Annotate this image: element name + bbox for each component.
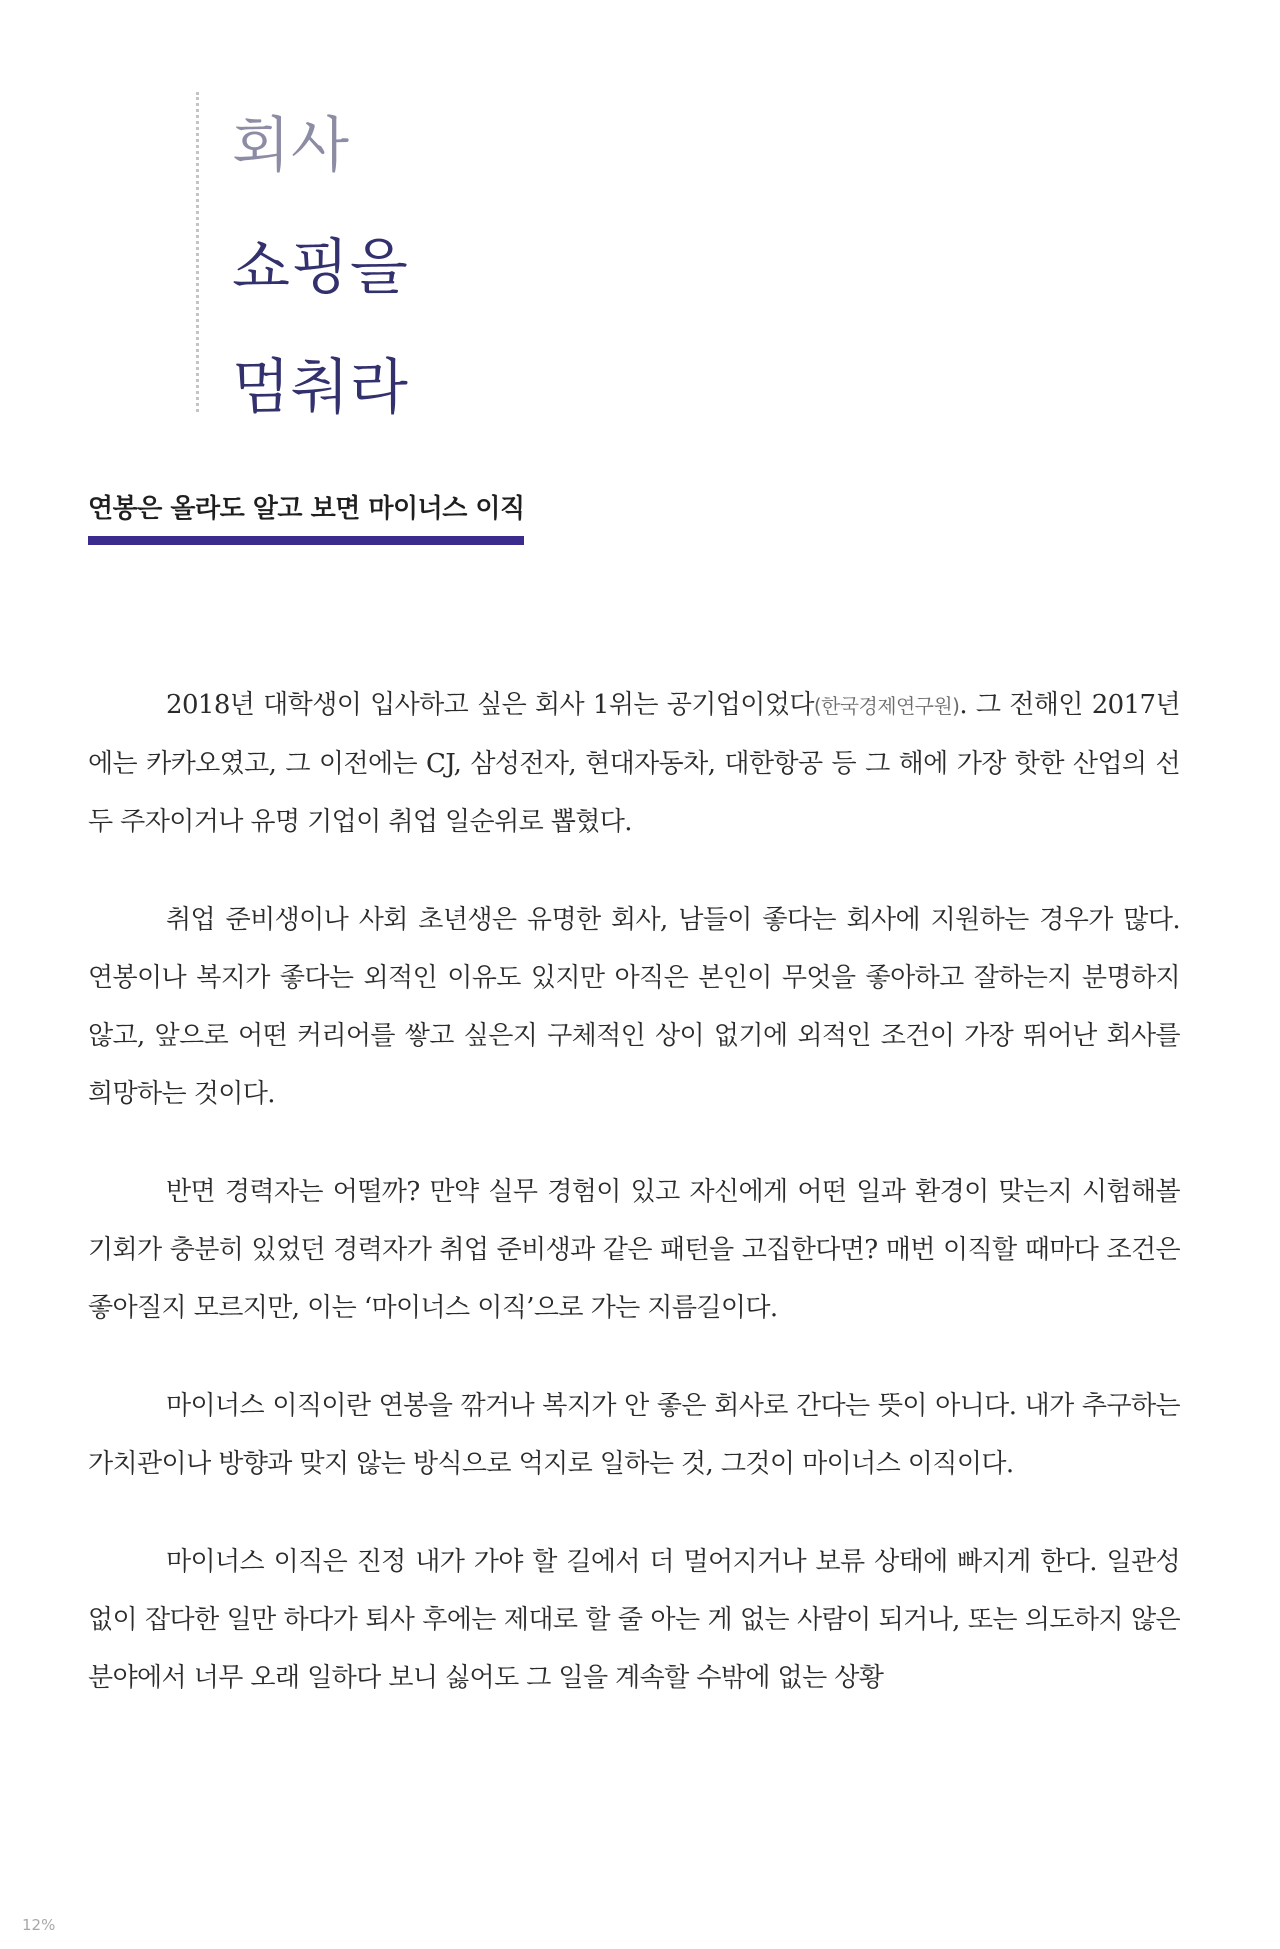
paragraph-1-text-b: . 그 전해인 2017년에는 카카오였고, 그 이전에는 CJ, 삼성전자, 현대자동차, 대한항공 등 그 해에 가장 핫한 산업의 선두 주자이거나 유명 기업이 취업 일순위로 뽑혔다. bbox=[88, 690, 1180, 837]
paragraph-2: 취업 준비생이나 사회 초년생은 유명한 회사, 남들이 좋다는 회사에 지원하는 경우가 많다. 연봉이나 복지가 좋다는 외적인 이유도 있지만 아직은 본인이 무엇을 좋아하고 잘하는지 분명하지 않고, 앞으로 어떤 커리어를 쌓고 싶은지 구체적인 상이 없기에 외적인 조건이 가장 뛰어난 회사를 희망하는 것이다. bbox=[88, 905, 1180, 1109]
paragraph-5: 마이너스 이직은 진정 내가 가야 할 길에서 더 멀어지거나 보류 상태에 빠지게 한다. 일관성 없이 잡다한 일만 하다가 퇴사 후에는 제대로 할 줄 아는 게 없는 사람이 되거나, 또는 의도하지 않은 분야에서 너무 오래 일하다 보니 싫어도 그 일을 계속할 수밖에 없는 상황 bbox=[88, 1547, 1180, 1693]
section-subtitle: 연봉은 올라도 알고 보면 마이너스 이직 bbox=[88, 494, 525, 524]
source-citation: (한국경제연구원) bbox=[813, 694, 960, 718]
chapter-title-block bbox=[196, 92, 696, 423]
chapter-title-line-2: 쇼핑을 bbox=[232, 233, 409, 303]
dotted-vertical-rule bbox=[196, 92, 199, 412]
page-progress-indicator: 12% bbox=[22, 1916, 56, 1934]
body-text bbox=[88, 676, 1180, 1747]
paragraph-1-text-a: 2018년 대학생이 입사하고 싶은 회사 1위는 공기업이었다 bbox=[166, 690, 814, 720]
chapter-title-line-3: 멈춰라 bbox=[232, 353, 409, 423]
paragraph-4: 마이너스 이직이란 연봉을 깎거나 복지가 안 좋은 회사로 간다는 뜻이 아니다. 내가 추구하는 가치관이나 방향과 맞지 않는 방식으로 억지로 일하는 것, 그것이 마이너스 이직이다. bbox=[88, 1391, 1180, 1479]
subtitle-underline-bar bbox=[88, 536, 524, 545]
chapter-title-line-1: 회사 bbox=[232, 111, 350, 181]
paragraph-1 bbox=[88, 676, 1180, 851]
paragraph-3: 반면 경력자는 어떨까? 만약 실무 경험이 있고 자신에게 어떤 일과 환경이 맞는지 시험해볼 기회가 충분히 있었던 경력자가 취업 준비생과 같은 패턴을 고집한다면? 매번 이직할 때마다 조건은 좋아질지 모르지만, 이는 ‘마이너스 이직’으로 가는 지름길이다. bbox=[88, 1177, 1180, 1323]
